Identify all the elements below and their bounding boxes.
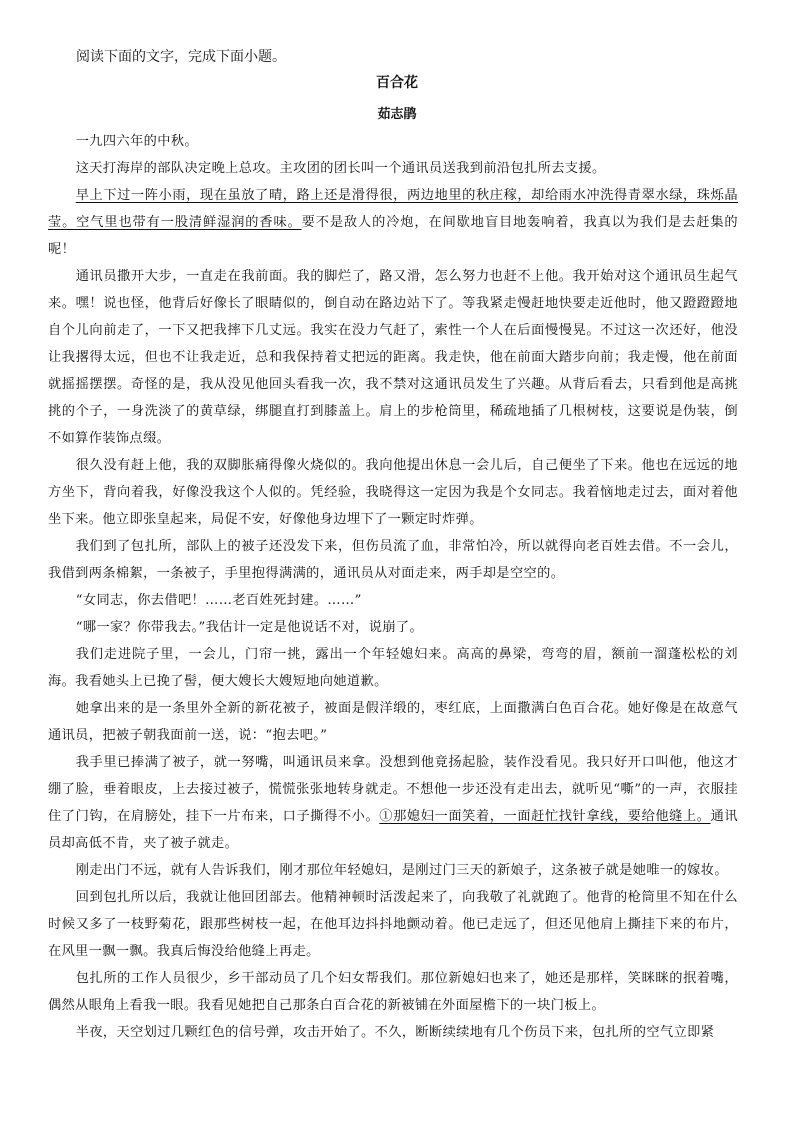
paragraph-11: 我手里已捧满了被子，就一努嘴，叫通讯员来拿。没想到他竟扬起脸，装作没看见。我只好开口叫他，他这才绷了脸，垂着眼皮，上去接过被子，慌慌张张地转身就走。不想他一步还没有走出去，就听见“嘶”的一声，衣服挂住了门钩，在肩膀处，挂下一片布来，口子撕得不小。①那媳妇一面笑着，一面赶忙找针拿线，要给他缝上。通讯员却高低不肯，夹了被子就走。 [48,755,738,851]
paragraph-5: 很久没有赶上他，我的双脚胀痛得像火烧似的。我向他提出休息一会儿后，自己便坐了下来。他也在远远的地方坐下，背向着我，好像没我这个人似的。凭经验，我晓得这一定因为我是个女同志。我着恼地走过去，面对着他坐下来。他立即张皇起来，局促不安，好像他身边埋下了一颗定时炸弹。 [48,458,738,527]
paragraph-6: 我们到了包扎所，部队上的被子还没发下来，但伤员流了血，非常怕冷，所以就得向老百姓去借。不一会儿，我借到两条棉絮，一条被子，手里抱得满满的，通讯员从对面走来，两手却是空空的。 [48,539,738,581]
paragraph-1: 一九四六年的中秋。 [75,134,199,149]
paragraph-3: 早上下过一阵小雨，现在虽放了晴，路上还是滑得很，两边地里的秋庄稼，却给雨水冲洗得青翠水绿，珠烁晶莹。空气里也带有一股清鲜湿润的香味。要不是敌人的冷炮，在间歇地盲目地轰响着，我真以为我们是去赶集的呢！ [48,188,738,257]
paragraph-14: 包扎所的工作人员很少，乡干部动员了几个妇女帮我们。那位新媳妇也来了，她还是那样，笑眯眯的抿着嘴，偶然从眼角上看我一眼。我看见她把自己那条白百合花的新被铺在外面屋檐下的一块门板上。 [48,971,738,1013]
paragraph-13: 回到包扎所以后，我就让他回团部去。他精神顿时活泼起来了，向我敬了礼就跑了。他背的枪筒里不知在什么时候又多了一枝野菊花，跟那些树枝一起，在他耳边抖抖地颤动着。他已走远了，但还见他肩上撕挂下来的布片，在风里一飘一飘。我真后悔没给他缝上再走。 [48,890,738,959]
underlined-passage: 早上下过一阵小雨，现在虽放了晴，路上还是滑得很，两边地里的秋庄稼，却给雨水冲洗得青翠水绿，珠烁晶莹。空气里也带有一股清鲜湿润的香味。 [48,188,738,230]
paragraph-9: 我们走进院子里，一会儿，门帘一挑，露出一个年轻媳妇来。高高的鼻梁，弯弯的眉，额前一溜蓬松松的刘海。我看她头上已挽了髻，便大嫂长大嫂短地向她道歉。 [48,647,738,689]
paragraph-15: 半夜，天空划过几颗红色的信号弹，攻击开始了。不久，断断续续地有几个伤员下来，包扎所的空气立即紧 [75,1025,715,1040]
page-title: 百合花 [376,75,418,91]
paragraph-12: 刚走出门不远，就有人告诉我们，刚才那位年轻媳妇，是刚过门三天的新娘子，这条被子就是她唯一的嫁妆。 [75,863,728,878]
underlined-sentence-1: ①那媳妇一面笑着，一面赶忙找针拿线，要给他缝上。 [379,809,711,824]
paragraph-4: 通讯员撒开大步，一直走在我前面。我的脚烂了，路又滑，怎么努力也赶不上他。我开始对这个通讯员生起气来。嘿！说也怪，他背后好像长了眼睛似的，倒自动在路边站下了。等我紧走慢赶地快要走近他时，他又蹬蹬蹬地自个儿向前走了，一下又把我摔下几丈远。我实在没力气赶了，索性一个人在后面慢慢晃。不过这一次还好，他没让我撂得太远，但也不让我走近，总和我保持着丈把远的距离。我走快，他在前面大踏步向前；我走慢，他在前面就摇摇摆摆。奇怪的是，我从没见他回头看我一次，我不禁对这通讯员发生了兴趣。从背后看去，只看到他是高挑挑的个子，一身洗淡了的黄草绿，绑腿直打到膝盖上。肩上的步枪筒里，稀疏地插了几根树枝，这要说是伪装，倒不如算作装饰点缀。 [48,269,738,446]
instruction-text: 阅读下面的文字，完成下面小题。 [76,49,286,65]
paragraph-7: “女同志，你去借吧！……老百姓死封建。……” [75,593,362,608]
paragraph-8: “哪一家？你带我去。”我估计一定是他说话不对，说崩了。 [75,620,424,635]
paragraph-2: 这天打海岸的部队决定晚上总攻。主攻团的团长叫一个通讯员送我到前沿包扎所去支援。 [75,161,606,176]
paragraph-10: 她拿出来的是一条里外全新的新花被子，被面是假洋缎的，枣红底，上面撒满白色百合花。她好像是在故意气通讯员，把被子朝我面前一送，说：“抱去吧。” [48,701,738,743]
author-name: 茹志鹃 [377,107,417,122]
article-body [48,128,738,1046]
